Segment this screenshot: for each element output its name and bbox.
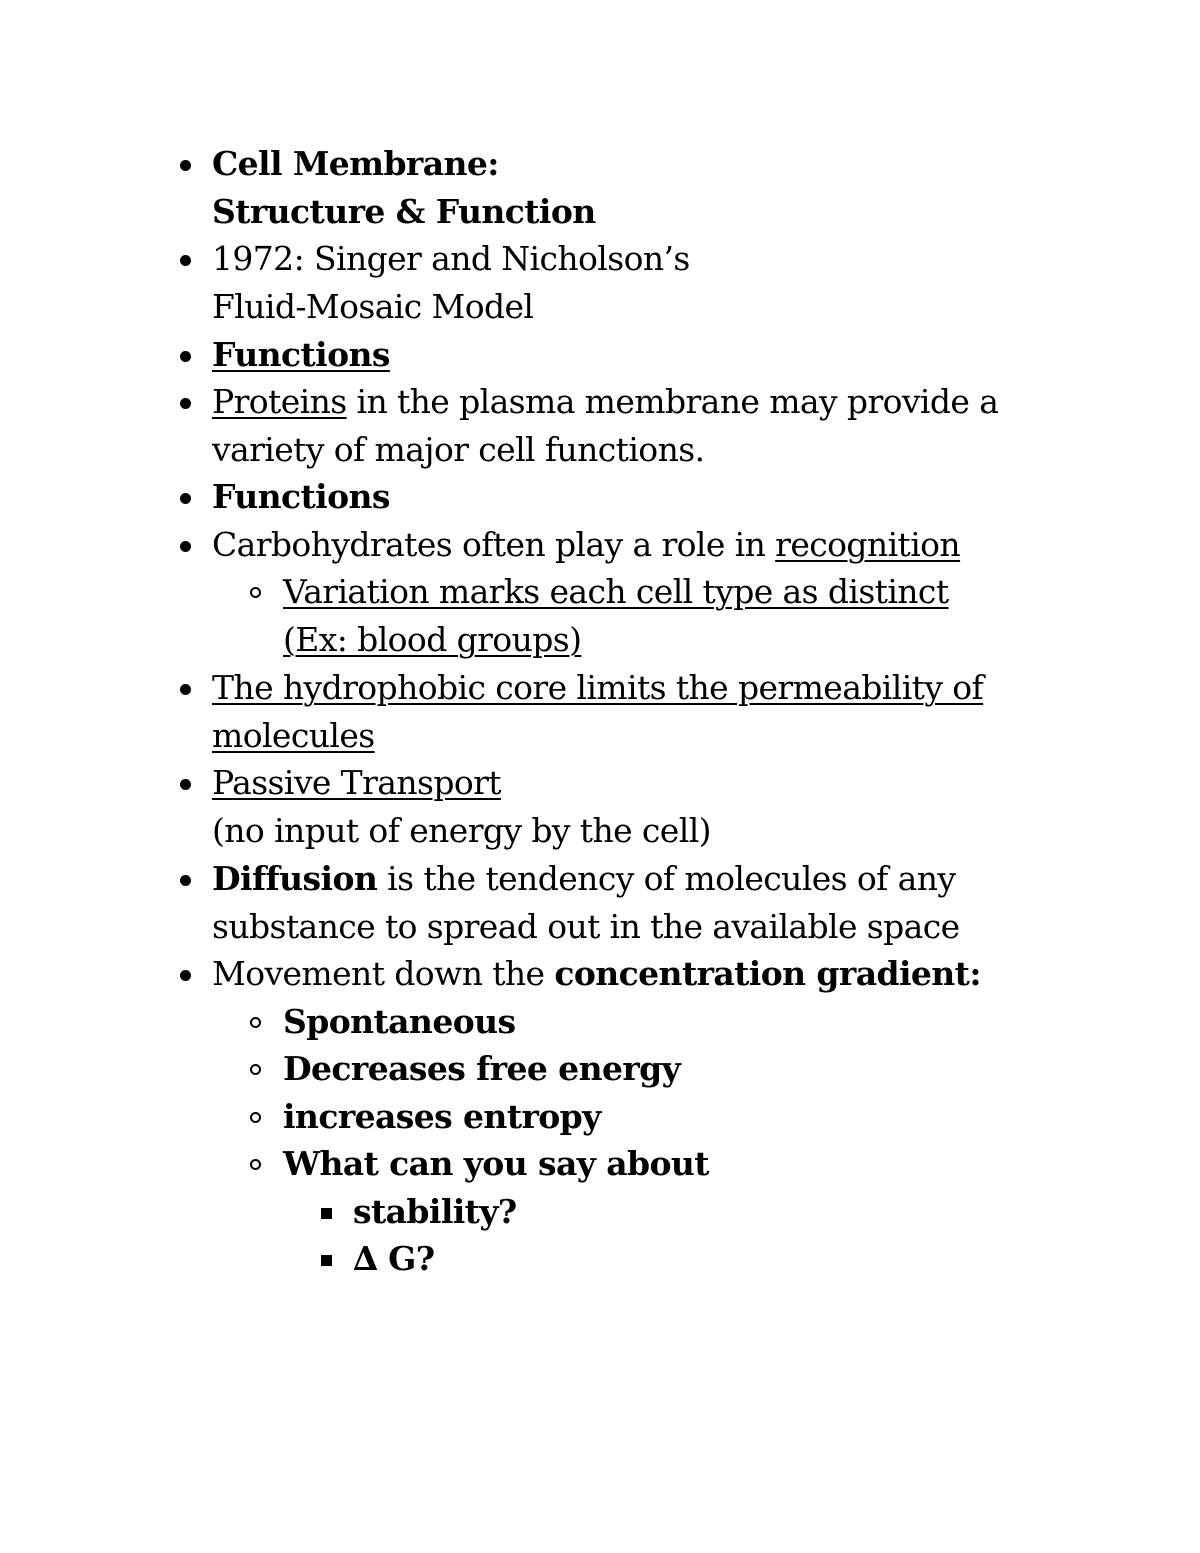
underlined-term: Passive Transport [212, 763, 501, 802]
bullet-dot-icon [180, 875, 191, 886]
bullet-dot-icon [180, 160, 191, 171]
list-item-text: stability? [353, 1192, 517, 1231]
bullet-circle-icon [250, 587, 261, 598]
bullet-circle-icon [250, 1017, 261, 1028]
sub-list-item [283, 998, 516, 1046]
list-item-text [212, 855, 960, 903]
list-item [212, 235, 690, 331]
list-item-text: molecules [212, 716, 375, 755]
list-item-text: Fluid-Mosaic Model [212, 287, 534, 326]
list-item-heading: Functions [212, 477, 390, 516]
bullet-dot-icon [180, 255, 191, 266]
list-item-text: Spontaneous [283, 1002, 516, 1041]
bullet-square-icon [321, 1208, 332, 1219]
list-item [212, 950, 981, 998]
list-item-text: Variation marks each cell type as distinct [283, 572, 949, 611]
list-item-text: (no input of energy by the cell) [212, 811, 711, 850]
sub-list-item [283, 568, 948, 664]
bullet-dot-icon [180, 541, 191, 552]
bullet-circle-icon [250, 1112, 261, 1123]
list-item [212, 378, 998, 474]
list-item-text: Decreases free energy [283, 1049, 681, 1088]
list-item-text: variety of major cell functions. [212, 430, 705, 469]
list-item [212, 855, 960, 951]
list-item-text: (Ex: blood groups) [283, 620, 582, 659]
list-item-text: Carbohydrates often play a role in [212, 525, 776, 564]
list-item [212, 140, 596, 236]
list-item [212, 331, 390, 379]
sub-list-item [283, 1093, 601, 1141]
list-item-text: increases entropy [283, 1097, 601, 1136]
list-item-text: Movement down the [212, 954, 555, 993]
sub-sub-list-item [353, 1235, 434, 1283]
bullet-dot-icon [180, 970, 191, 981]
list-item-text: substance to spread out in the available space [212, 907, 960, 946]
list-item-text-rest: is the tendency of molecules of any [377, 859, 956, 898]
list-item-subtitle: Structure & Function [212, 192, 596, 231]
bullet-dot-icon [180, 351, 191, 362]
list-item-text: 1972: Singer and Nicholson’s [212, 239, 690, 278]
bullet-dot-icon [180, 779, 191, 790]
bullet-dot-icon [180, 493, 191, 504]
list-item-heading: Functions [212, 335, 390, 374]
list-item-text [212, 378, 998, 426]
bold-term: concentration gradient: [554, 954, 981, 993]
sub-list-item [283, 1140, 709, 1188]
bullet-dot-icon [180, 684, 191, 695]
bullet-circle-icon [250, 1159, 261, 1170]
underlined-term: recognition [775, 525, 961, 564]
bullet-dot-icon [180, 398, 191, 409]
bold-term: Diffusion [212, 859, 378, 898]
list-item-text: ∆ G? [353, 1239, 435, 1278]
bullet-circle-icon [250, 1064, 261, 1075]
bullet-square-icon [321, 1255, 332, 1266]
list-item-text: The hydrophobic core limits the permeability of [212, 668, 984, 707]
list-item [212, 759, 711, 855]
list-item [212, 473, 390, 521]
list-item [212, 521, 960, 569]
list-item-text-rest: in the plasma membrane may provide a [346, 382, 999, 421]
underlined-term: Proteins [212, 382, 347, 421]
list-item [212, 664, 983, 760]
list-item-text: What can you say about [283, 1144, 709, 1183]
sub-list-item [283, 1045, 680, 1093]
sub-sub-list-item [353, 1188, 517, 1236]
list-item-title: Cell Membrane: [212, 144, 499, 183]
